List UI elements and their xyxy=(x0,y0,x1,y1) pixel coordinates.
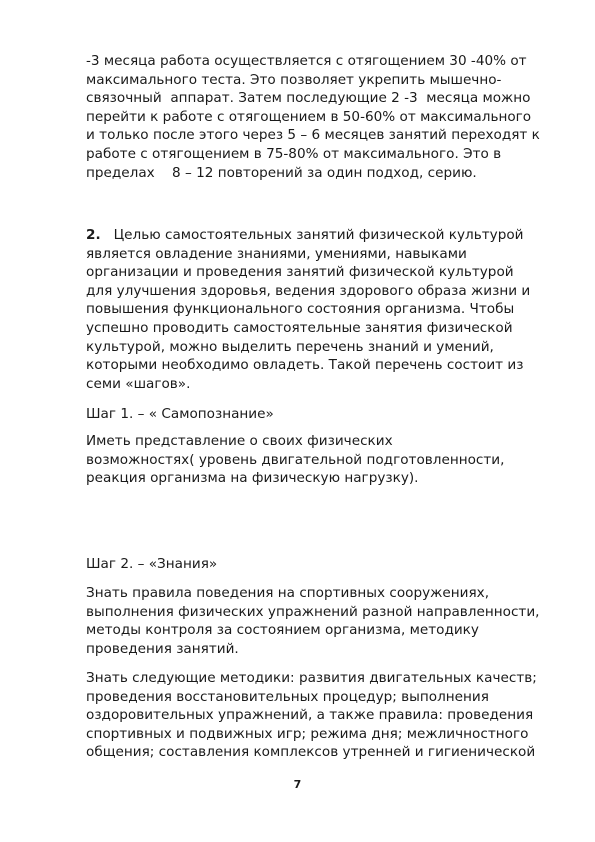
text-line: спортивных и подвижных игр; режима дня; межличностного xyxy=(86,725,529,742)
text-line xyxy=(86,226,566,245)
text-line: связочный аппарат. Затем последующие 2 -3 месяца можно xyxy=(86,90,531,107)
text-line: работе с отягощением в 75-80% от максимального. Это в xyxy=(86,145,502,162)
step-2-paragraph-b xyxy=(86,669,566,762)
section-2-paragraph xyxy=(86,226,566,393)
text-line: методы контроля за состоянием организма, методику xyxy=(86,622,479,639)
text-line: максимального теста. Это позволяет укрепить мышечно- xyxy=(86,71,502,88)
step-1-heading: Шаг 1. – « Самопознание» xyxy=(86,406,274,422)
text-line: организации и проведения занятий физической культурой xyxy=(86,264,514,281)
text-line: для улучшения здоровья, ведения здорового образа жизни и xyxy=(86,282,531,299)
text-line: реакция организма на физическую нагрузку). xyxy=(86,470,419,487)
text-line: возможностях( уровень двигательной подготовленности, xyxy=(86,451,505,468)
step-2-heading: Шаг 2. – «Знания» xyxy=(86,556,218,572)
text-line: культурой, можно выделить перечень знаний и умений, xyxy=(86,338,494,355)
text-line: является овладение знаниями, умениями, навыками xyxy=(86,245,467,262)
step-2-heading-block xyxy=(86,555,566,574)
step-2-paragraph-a xyxy=(86,584,566,658)
intro-paragraph xyxy=(86,52,566,182)
text-line: семи «шагов». xyxy=(86,375,191,392)
text-line: которыми необходимо овладеть. Такой перечень состоит из xyxy=(86,357,524,374)
section-first-line: Целью самостоятельных занятий физической культурой xyxy=(100,227,524,243)
text-line: Знать правила поведения на спортивных сооружениях, xyxy=(86,585,490,601)
text-line: оздоровительных упражнений, а также правила: проведения xyxy=(86,707,534,724)
text-line: выполнения физических упражнений разной направленности, xyxy=(86,603,540,620)
step-1-heading-block xyxy=(86,405,566,424)
text-line: -3 месяца работа осуществляется с отягощением 30 -40% от xyxy=(86,53,527,69)
text-line: проведения восстановительных процедур; выполнения xyxy=(86,688,489,705)
text-line: успешно проводить самостоятельные занятия физической xyxy=(86,319,513,336)
text-line: Иметь представление о своих физических xyxy=(86,433,393,449)
text-line: перейти к работе с отягощением в 50-60% от максимального xyxy=(86,108,532,125)
text-line: повышения функционального состояния организма. Чтобы xyxy=(86,301,515,318)
text-line: общения; составления комплексов утренней и гигиенической xyxy=(86,744,536,761)
text-line: проведения занятий. xyxy=(86,640,239,657)
page-number: 7 xyxy=(293,778,302,791)
text-line: и только после этого через 5 – 6 месяцев занятий переходят к xyxy=(86,127,540,144)
text-line: Знать следующие методики: развития двигательных качеств; xyxy=(86,670,537,686)
text-line: пределах 8 – 12 повторений за один подход, серию. xyxy=(86,164,477,181)
step-1-paragraph xyxy=(86,432,566,488)
section-number: 2. xyxy=(86,227,101,243)
